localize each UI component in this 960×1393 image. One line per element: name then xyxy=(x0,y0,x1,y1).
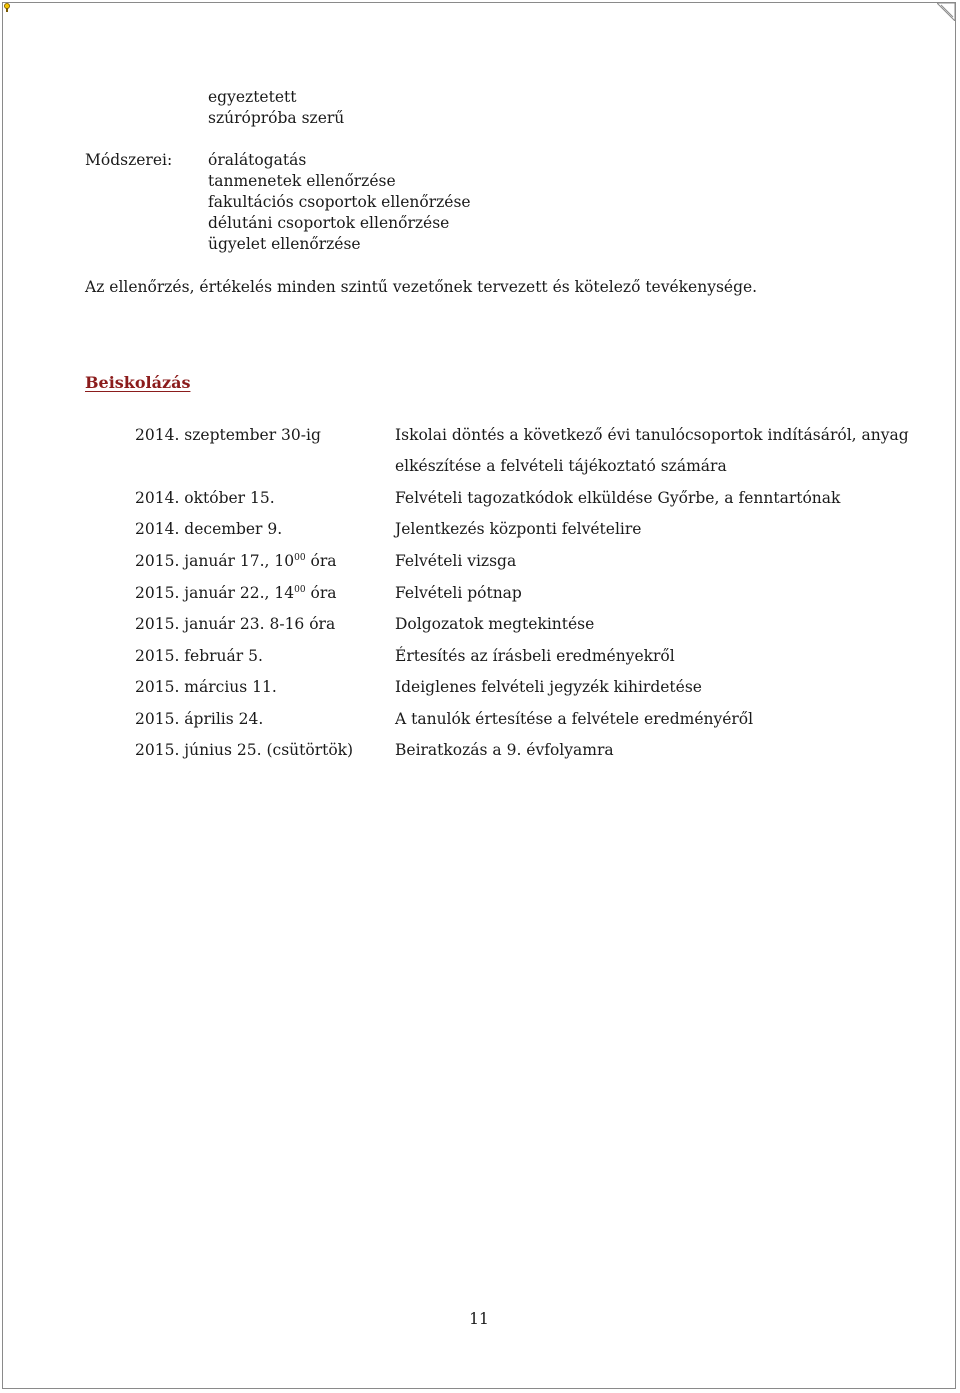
schedule-description: Iskolai döntés a következő évi tanulócsoportok indításáról, anyag xyxy=(395,426,909,444)
schedule-description: Felvételi vizsga xyxy=(395,552,517,570)
method-item: délutáni csoportok ellenőrzése xyxy=(208,214,450,232)
schedule-date xyxy=(135,551,337,571)
time-unit: óra xyxy=(305,584,337,602)
time-superscript: 00 xyxy=(294,585,306,595)
page-fold-icon xyxy=(937,3,955,21)
schedule-description: Beiratkozás a 9. évfolyamra xyxy=(395,741,614,759)
schedule-date: 2015. június 25. (csütörtök) xyxy=(135,741,354,759)
method-item: ügyelet ellenőrzése xyxy=(208,235,361,253)
schedule-description: Felvételi pótnap xyxy=(395,584,522,602)
time-superscript: 00 xyxy=(294,553,306,563)
schedule-date: 2014. szeptember 30-ig xyxy=(135,426,321,444)
schedule-date: 2014. december 9. xyxy=(135,520,283,538)
time-unit: óra xyxy=(305,552,337,570)
annotation-marker-icon xyxy=(3,3,11,13)
method-item: óralátogatás xyxy=(208,151,307,169)
method-item: fakultációs csoportok ellenőrzése xyxy=(208,193,471,211)
schedule-date: 2014. október 15. xyxy=(135,489,275,507)
schedule-description: A tanulók értesítése a felvétele eredményéről xyxy=(395,710,754,728)
schedule-description: Dolgozatok megtekintése xyxy=(395,615,595,633)
schedule-date: 2015. április 24. xyxy=(135,710,264,728)
control-type-item: egyeztetett xyxy=(208,88,297,106)
schedule-description-continued: elkészítése a felvételi tájékoztató számára xyxy=(395,457,727,475)
schedule-description: Értesítés az írásbeli eredményekről xyxy=(395,647,675,665)
summary-paragraph: Az ellenőrzés, értékelés minden szintű vezetőnek tervezett és kötelező tevékenysége. xyxy=(85,278,758,296)
document-page xyxy=(2,2,956,1389)
methods-label: Módszerei: xyxy=(85,151,173,169)
date-main: 2015. január 22., 14 xyxy=(135,584,295,602)
section-heading: Beiskolázás xyxy=(85,373,191,392)
method-item: tanmenetek ellenőrzése xyxy=(208,172,396,190)
schedule-date: 2015. március 11. xyxy=(135,678,277,696)
date-main: 2015. január 17., 10 xyxy=(135,552,295,570)
schedule-description: Jelentkezés központi felvételire xyxy=(395,520,642,538)
schedule-date xyxy=(135,583,337,603)
schedule-description: Ideiglenes felvételi jegyzék kihirdetése xyxy=(395,678,702,696)
control-type-item: szúrópróba szerű xyxy=(208,109,345,127)
schedule-date: 2015. január 23. 8-16 óra xyxy=(135,615,336,633)
schedule-date: 2015. február 5. xyxy=(135,647,263,665)
page-number: 11 xyxy=(469,1310,489,1328)
schedule-description: Felvételi tagozatkódok elküldése Győrbe, a fenntartónak xyxy=(395,489,841,507)
